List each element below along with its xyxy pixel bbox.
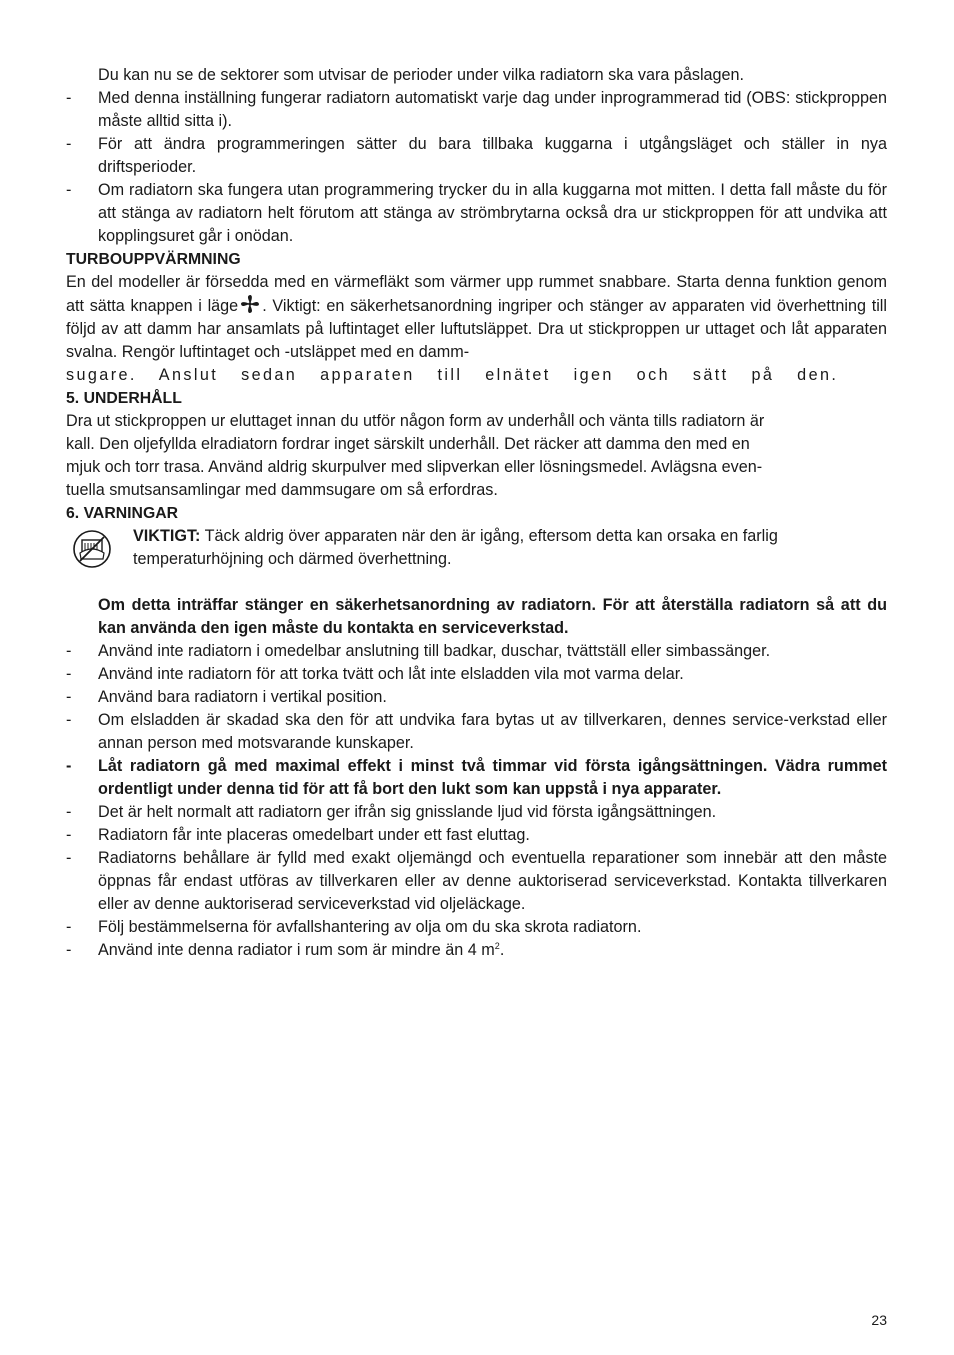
bullet-dash: - [66, 135, 72, 153]
list-item [66, 686, 887, 709]
list-item-text: Följ bestämmelserna för avfallshantering av olja om du ska skrota radiatorn. [98, 918, 642, 936]
bullet-dash: - [66, 665, 72, 683]
important-warning [66, 525, 887, 571]
list-item-end: . [499, 941, 505, 959]
bold-notice: Om detta inträffar stänger en säkerhetsanordning av radiatorn. För att återställa radiatorn så att du kan använda den igen måste du kontakta en serviceverkstad. [98, 596, 887, 637]
page-number: 23 [871, 1312, 887, 1328]
bullet-dash: - [66, 826, 72, 844]
bullet-dash: - [66, 918, 72, 936]
list-item [66, 640, 887, 663]
maintenance-line: mjuk och torr trasa. Använd aldrig skurpulver med slipverkan eller lösningsmedel. Avlägsna even- [66, 458, 763, 476]
list-item-text: Om elsladden är skadad ska den för att undvika fara bytas ut av tillverkaren, dennes service-verkstad eller annan person med motsvarande kunskaper. [98, 711, 887, 752]
list-item-text: Radiatorns behållare är fylld med exakt oljemängd och eventuella reparationer som innebär att den måste öppnas får endast utföras av tillverkaren eller av denne auktoriserad serviceverkstad. Kontakta tillverkaren eller av denne auktoriserad serviceverkstad vid oljeläckage. [98, 849, 887, 913]
warnings-heading: 6. VARNINGAR [66, 505, 179, 522]
bullet-dash: - [66, 711, 72, 729]
maintenance-heading: 5. UNDERHÅLL [66, 390, 182, 407]
turbo-text-before: En del modeller är försedda med en värmefläkt som värmer upp rummet snabbare. Starta denna funktion genom att sätta knappen i läge [66, 273, 887, 315]
list-item [66, 755, 887, 801]
turbo-text-after: . Viktigt: en säkerhetsanordning ingriper och stänger av apparaten vid överhettning till följd av att damm har ansamlats på luftintaget eller luftutsläppet. Dra ut stickproppen ur uttaget och låt apparaten svalna. Rengör luftintaget och -utsläppet med en damm- [66, 297, 887, 361]
list-item-text: Använd inte radiatorn i omedelbar anslutning till badkar, duschar, tvättställ eller simbassänger. [98, 642, 771, 660]
fan-icon [240, 294, 260, 314]
superscript: 2 [494, 941, 500, 951]
list-item [66, 801, 887, 824]
program-intro: Du kan nu se de sektorer som utvisar de perioder under vilka radiatorn ska vara påslagen. [98, 66, 745, 84]
list-item-text: Använd inte radiatorn för att torka tvätt och låt inte elsladden vila mot varma delar. [98, 665, 684, 683]
maintenance-line: kall. Den oljefyllda elradiatorn fordrar inget särskilt underhåll. Det räcker att damma den med en [66, 435, 750, 453]
list-item-text: Om radiatorn ska fungera utan programmering trycker du in alla kuggarna mot mitten. I detta fall måste du för att stänga av radiatorn helt förutom att stänga av strömbrytarna också dra ur stickproppen för att undvika att kopplingsuret går i onödan. [98, 181, 887, 245]
list-item [66, 824, 887, 847]
bullet-dash: - [66, 642, 72, 660]
list-item-text: Använd inte denna radiator i rum som är mindre än 4 m [98, 941, 495, 959]
list-item [66, 916, 887, 939]
list-item [66, 709, 887, 755]
list-item [66, 133, 887, 179]
list-item [66, 939, 887, 962]
spacer [66, 571, 887, 594]
important-body: Täck aldrig över apparaten när den är igång, eftersom detta kan orsaka en farlig temperaturhöjning och därmed överhettning. [133, 527, 778, 568]
turbo-heading: TURBOUPPVÄRMNING [66, 251, 241, 268]
bullet-dash: - [66, 941, 72, 959]
bullet-dash: - [66, 89, 72, 107]
maintenance-line: Dra ut stickproppen ur eluttaget innan du utför någon form av underhåll och vänta tills radiatorn är [66, 412, 765, 430]
bullet-dash: - [66, 849, 72, 867]
list-item-text: Radiatorn får inte placeras omedelbart under ett fast eluttag. [98, 826, 530, 844]
list-item-text: Använd bara radiatorn i vertikal position. [98, 688, 387, 706]
important-label: VIKTIGT: [133, 527, 201, 545]
list-item [66, 847, 887, 916]
bullet-dash: - [66, 181, 72, 199]
turbo-last-line: sugare. Anslut sedan apparaten till elnätet igen och sätt på den. [66, 366, 839, 384]
list-item [66, 663, 887, 686]
maintenance-line: tuella smutsansamlingar med dammsugare om så erfordras. [66, 481, 498, 499]
do-not-cover-icon [72, 529, 112, 569]
turbo-paragraph [66, 271, 887, 364]
bullet-dash: - [66, 688, 72, 706]
list-item [66, 87, 887, 133]
bullet-dash: - [66, 757, 72, 775]
list-item-text: Med denna inställning fungerar radiatorn automatiskt varje dag under inprogrammerad tid (OBS: stickproppen måste alltid sitta i). [98, 89, 887, 130]
important-text [133, 525, 887, 571]
list-item [66, 179, 887, 248]
list-item-text: Låt radiatorn gå med maximal effekt i minst två timmar vid första igångsättningen. Vädra rummet ordentligt under denna tid för att få bort den lukt som kan uppstå i nya apparater. [98, 757, 887, 798]
document-page [66, 64, 887, 962]
list-item-text: För att ändra programmeringen sätter du bara tillbaka kuggarna i utgångsläget och ställer in nya driftsperioder. [98, 135, 887, 176]
bullet-dash: - [66, 803, 72, 821]
list-item-text: Det är helt normalt att radiatorn ger ifrån sig gnisslande ljud vid första igångsättningen. [98, 803, 717, 821]
